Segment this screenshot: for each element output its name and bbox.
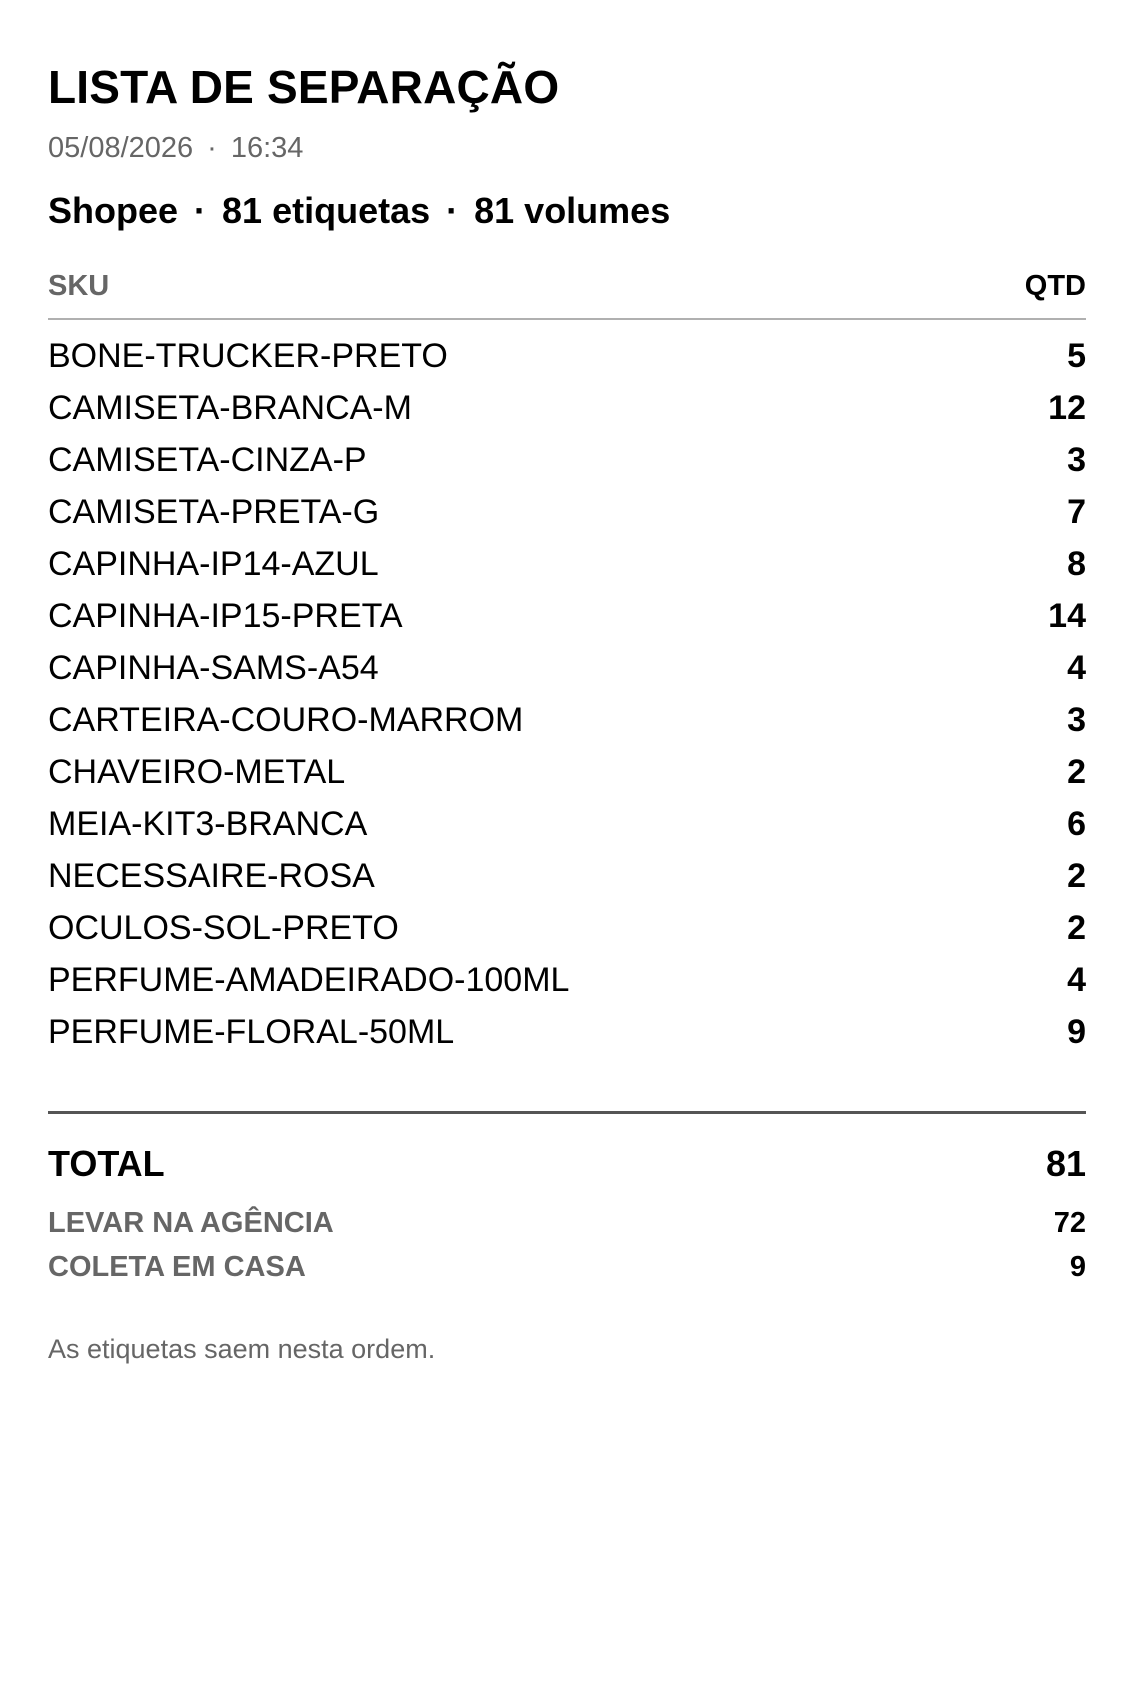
- total-label: TOTAL: [48, 1143, 165, 1184]
- row-sku: MEIA-KIT3-BRANCA: [48, 805, 368, 843]
- row-qty: 5: [1067, 337, 1086, 375]
- totals-divider: [48, 1111, 1086, 1114]
- row-qty: 9: [1067, 1013, 1086, 1051]
- column-header-qty: QTD: [1024, 270, 1086, 302]
- agencia-row: [48, 1204, 1086, 1244]
- table-row: [48, 956, 1086, 1008]
- coleta-value: 9: [1069, 1251, 1086, 1283]
- total-value: 81: [1045, 1143, 1086, 1184]
- sku-table: [48, 332, 1086, 1060]
- row-qty: 2: [1067, 909, 1086, 947]
- row-qty: 4: [1067, 649, 1086, 687]
- row-qty: 7: [1067, 493, 1086, 531]
- batch-summary: [48, 189, 670, 233]
- print-datetime: [48, 130, 303, 166]
- row-sku: CAMISETA-PRETA-G: [48, 493, 380, 531]
- labels-count: 81 etiquetas: [222, 190, 431, 231]
- row-sku: CARTEIRA-COURO-MARROM: [48, 701, 524, 739]
- table-row: [48, 904, 1086, 956]
- table-row: [48, 1008, 1086, 1060]
- table-row: [48, 852, 1086, 904]
- column-header-sku: SKU: [48, 270, 110, 302]
- row-qty: 8: [1067, 545, 1086, 583]
- row-sku: BONE-TRUCKER-PRETO: [48, 337, 448, 375]
- summary-separator: ·: [194, 190, 207, 231]
- row-sku: CHAVEIRO-METAL: [48, 753, 346, 791]
- table-row: [48, 644, 1086, 696]
- table-row: [48, 696, 1086, 748]
- datetime-separator: ·: [207, 132, 217, 164]
- row-qty: 3: [1067, 441, 1086, 479]
- summary-separator: ·: [446, 190, 459, 231]
- marketplace-name: Shopee: [48, 190, 179, 231]
- row-qty: 4: [1067, 961, 1086, 999]
- row-sku: CAMISETA-BRANCA-M: [48, 389, 412, 427]
- row-sku: NECESSAIRE-ROSA: [48, 857, 375, 895]
- table-row: [48, 384, 1086, 436]
- table-row: [48, 748, 1086, 800]
- row-sku: CAPINHA-IP15-PRETA: [48, 597, 403, 635]
- table-row: [48, 540, 1086, 592]
- row-sku: CAPINHA-SAMS-A54: [48, 649, 379, 687]
- footer-note: As etiquetas saem nesta ordem.: [48, 1334, 436, 1364]
- table-row: [48, 592, 1086, 644]
- total-row: [48, 1141, 1086, 1189]
- row-sku: OCULOS-SOL-PRETO: [48, 909, 399, 947]
- table-row: [48, 488, 1086, 540]
- row-qty: 12: [1048, 389, 1086, 427]
- row-qty: 2: [1067, 857, 1086, 895]
- row-qty: 14: [1048, 597, 1086, 635]
- row-sku: CAPINHA-IP14-AZUL: [48, 545, 379, 583]
- print-date: 05/08/2026: [48, 132, 194, 164]
- page-title: LISTA DE SEPARAÇÃO: [48, 61, 560, 113]
- row-sku: CAMISETA-CINZA-P: [48, 441, 367, 479]
- table-header: [48, 266, 1086, 320]
- row-qty: 6: [1067, 805, 1086, 843]
- coleta-row: [48, 1248, 1086, 1288]
- table-row: [48, 800, 1086, 852]
- row-sku: PERFUME-FLORAL-50ML: [48, 1013, 455, 1051]
- coleta-label: COLETA EM CASA: [48, 1251, 306, 1283]
- row-qty: 2: [1067, 753, 1086, 791]
- print-time: 16:34: [230, 132, 304, 164]
- volumes-count: 81 volumes: [474, 190, 671, 231]
- row-sku: PERFUME-AMADEIRADO-100ML: [48, 961, 570, 999]
- agencia-label: LEVAR NA AGÊNCIA: [48, 1207, 334, 1239]
- table-row: [48, 436, 1086, 488]
- agencia-value: 72: [1053, 1207, 1086, 1239]
- table-row: [48, 332, 1086, 384]
- row-qty: 3: [1067, 701, 1086, 739]
